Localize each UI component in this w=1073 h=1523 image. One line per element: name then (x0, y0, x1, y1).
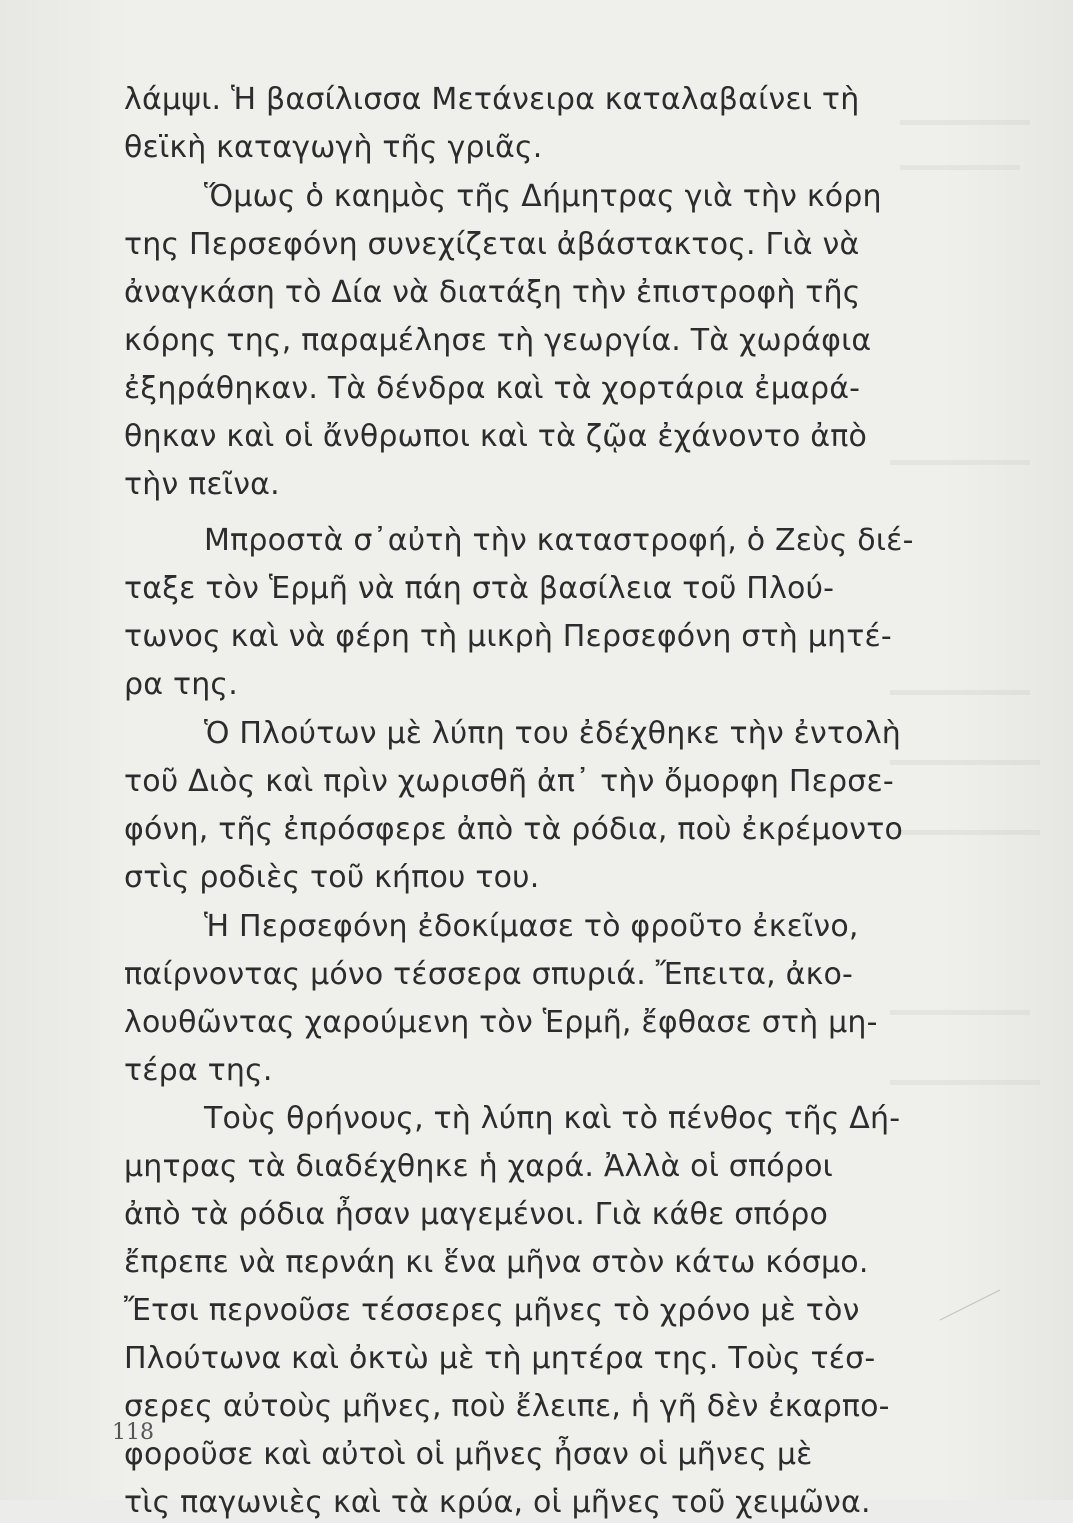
text-line: ἀπὸ τὰ ρόδια ἦσαν μαγεμένοι. Γιὰ κάθε σπόρο (124, 1197, 829, 1232)
text-line: Ὁ Πλούτων μὲ λύπη του ἐδέχθηκε τὴν ἐντολὴ (204, 716, 901, 751)
text-line: τωνος καὶ νὰ φέρη τὴ μικρὴ Περσεφόνη στὴ μητέ- (124, 619, 892, 654)
text-line: λουθῶντας χαρούμενη τὸν Ἑρμῆ, ἔφθασε στὴ μη- (124, 1005, 878, 1040)
text-line: φόνη, τῆς ἐπρόσφερε ἀπὸ τὰ ρόδια, ποὺ ἐκρέμοντο (124, 812, 904, 847)
text-line: στὶς ροδιὲς τοῦ κήπου του. (124, 860, 540, 895)
text-line: φοροῦσε καὶ αὐτοὶ οἱ μῆνες ἦσαν οἱ μῆνες μὲ (124, 1437, 813, 1472)
text-line: ἔπρεπε νὰ περνάη κι ἕνα μῆνα στὸν κάτω κόσμο. (124, 1245, 869, 1280)
text-line: τὴν πεῖνα. (124, 467, 280, 502)
text-line: σερες αὐτοὺς μῆνες, ποὺ ἔλειπε, ἡ γῆ δὲν ἐκαρπο- (124, 1389, 890, 1424)
text-line: τέρα της. (124, 1053, 273, 1088)
text-line: ἀναγκάση τὸ Δία νὰ διατάξη τὴν ἐπιστροφὴ τῆς (124, 275, 861, 310)
text-line: θηκαν καὶ οἱ ἄνθρωποι καὶ τὰ ζῷα ἐχάνοντο ἀπὸ (124, 419, 868, 454)
text-line: λάμψι. Ἡ βασίλισσα Μετάνειρα καταλαβαίνει τὴ (124, 82, 860, 117)
text-line: ρα της. (124, 667, 238, 702)
text-line: Μπροστὰ σ᾿αὐτὴ τὴν καταστροφή, ὁ Ζεὺς διέ- (204, 523, 914, 558)
text-line: Ἔτσι περνοῦσε τέσσερες μῆνες τὸ χρόνο μὲ τὸν (124, 1293, 860, 1328)
text-line: ἐξηράθηκαν. Τὰ δένδρα καὶ τὰ χορτάρια ἐμαρά- (124, 371, 861, 406)
text-line: μητρας τὰ διαδέχθηκε ἡ χαρά. Ἀλλὰ οἱ σπόροι (124, 1149, 833, 1184)
text-line: Ὅμως ὁ καημὸς τῆς Δήμητρας γιὰ τὴν κόρη (204, 179, 882, 214)
text-line: Πλούτωνα καὶ ὀκτὼ μὲ τὴ μητέρα της. Τοὺς τέσ- (124, 1341, 876, 1376)
text-line: κόρης της, παραμέλησε τὴ γεωργία. Τὰ χωράφια (124, 323, 872, 358)
text-line: Τοὺς θρήνους, τὴ λύπη καὶ τὸ πένθος τῆς Δή- (204, 1101, 901, 1136)
text-line: Ἡ Περσεφόνη ἐδοκίμασε τὸ φροῦτο ἐκεῖνο, (204, 909, 859, 944)
text-line: ταξε τὸν Ἑρμῆ νὰ πάη στὰ βασίλεια τοῦ Πλού- (124, 571, 835, 606)
text-line: παίρνοντας μόνο τέσσερα σπυριά. Ἔπειτα, ἀκο- (124, 957, 854, 992)
text-line: θεϊκὴ καταγωγὴ τῆς γριᾶς. (124, 130, 543, 165)
text-line: της Περσεφόνη συνεχίζεται ἀβάστακτος. Γιὰ νὰ (124, 227, 860, 262)
page-number: 118 (112, 1420, 154, 1445)
text-line: τὶς παγωνιὲς καὶ τὰ κρύα, οἱ μῆνες τοῦ χειμῶνα. (124, 1485, 871, 1520)
text-line: τοῦ Διὸς καὶ πρὶν χωρισθῆ ἀπ᾿ τὴν ὄμορφη Περσε- (124, 764, 894, 799)
